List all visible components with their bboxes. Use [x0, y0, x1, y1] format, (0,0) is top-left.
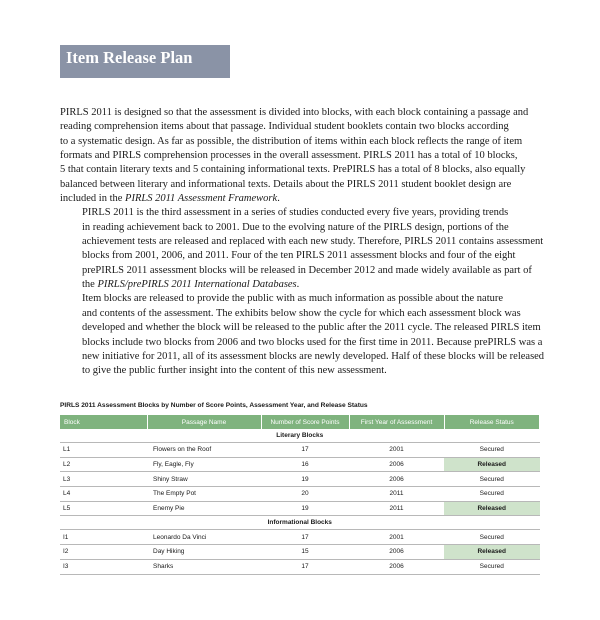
cell-score-points: 16 — [261, 457, 349, 472]
section-title: Item Release Plan — [66, 48, 193, 67]
cell-score-points: 15 — [261, 545, 349, 560]
table-row — [60, 501, 540, 516]
cell-release-status: Secured — [444, 443, 540, 458]
cell-score-points: 20 — [261, 487, 349, 502]
text-line: prePIRLS 2011 assessment blocks will be released in December 2012 and made widely available as part of — [82, 264, 532, 276]
section-title-band — [60, 45, 230, 78]
text-line: PIRLS 2011 is designed so that the assessment is divided into blocks, with each block containing a passage and — [60, 107, 529, 118]
group-label: Informational Blocks — [60, 516, 540, 530]
text-line: formats and PIRLS comprehension processes in the overall assessment. PIRLS 2011 has a total of 10 blocks, — [60, 150, 518, 162]
table-row — [60, 559, 540, 574]
text-segment: the — [82, 279, 98, 291]
cell-first-year: 2011 — [349, 501, 444, 516]
column-header-release-status: Release Status — [444, 415, 540, 429]
body-paragraph — [60, 292, 545, 378]
cell-block: I3 — [60, 559, 147, 574]
body-paragraph — [60, 106, 529, 206]
text-line: to give the public further insight into the content of this new assessment. — [82, 365, 387, 377]
cell-first-year: 2006 — [349, 457, 444, 472]
text-line: developed and whether the block will be released to the public after the 2011 cycle. The released PIRLS item — [82, 322, 541, 334]
cell-block: I2 — [60, 545, 147, 560]
table-body — [60, 429, 540, 574]
column-header-first-year: First Year of Assessment — [349, 415, 444, 429]
assessment-blocks-table — [60, 415, 540, 575]
text-line: PIRLS 2011 is the third assessment in a series of studies conducted every five years, providing trends — [82, 207, 509, 219]
cell-first-year: 2001 — [349, 443, 444, 458]
table-row — [60, 472, 540, 487]
body-paragraph — [60, 206, 544, 292]
cell-passage-name: The Empty Pot — [147, 487, 261, 502]
cell-block: L2 — [60, 457, 147, 472]
text-segment: . — [296, 279, 300, 291]
text-line: to a systematic design. As far as possible, the distribution of items within each block reflects the range of item — [60, 135, 523, 147]
cell-block: L3 — [60, 472, 147, 487]
text-line — [60, 278, 513, 292]
cell-release-status: Released — [444, 457, 540, 472]
body-text — [60, 106, 545, 379]
text-line: in reading achievement back to 2001. Due to the evolving nature of the PIRLS design, portions of the — [82, 221, 509, 233]
table-caption: PIRLS 2011 Assessment Blocks by Number of Score Points, Assessment Year, and Release Status — [60, 402, 368, 409]
table-row — [60, 545, 540, 560]
cell-release-status: Secured — [444, 559, 540, 574]
cell-score-points: 17 — [261, 559, 349, 574]
cell-first-year: 2006 — [349, 472, 444, 487]
cell-block: L5 — [60, 501, 147, 516]
cell-score-points: 19 — [261, 501, 349, 516]
text-line: balanced between literary and informational texts. Details about the PIRLS 2011 student booklet design are — [60, 178, 512, 190]
cell-release-status: Released — [444, 545, 540, 560]
table-group-row — [60, 516, 540, 530]
cell-first-year: 2001 — [349, 530, 444, 545]
text-line: blocks include two blocks from 2006 and two blocks used for the first time in 2011. Because prePIRLS was a — [82, 336, 543, 348]
text-line: achievement tests are released and replaced with each new study. Therefore, PIRLS 2011 contains assessment — [82, 236, 544, 248]
text-segment: . — [277, 193, 280, 205]
cell-block: I1 — [60, 530, 147, 545]
cell-passage-name: Flowers on the Roof — [147, 443, 261, 458]
table-group-row — [60, 429, 540, 443]
column-header-passage-name: Passage Name — [147, 415, 261, 429]
cell-passage-name: Enemy Pie — [147, 501, 261, 516]
cell-release-status: Secured — [444, 487, 540, 502]
cell-block: L4 — [60, 487, 147, 502]
text-line: and contents of the assessment. The exhibits below show the cycle for which each assessment block was — [82, 307, 521, 319]
text-line: blocks from 2001, 2006, and 2011. Four of the ten PIRLS 2011 assessment blocks and four of the eight — [82, 250, 516, 262]
cell-first-year: 2006 — [349, 559, 444, 574]
cell-release-status: Released — [444, 501, 540, 516]
cell-score-points: 17 — [261, 443, 349, 458]
cell-passage-name: Sharks — [147, 559, 261, 574]
column-header-block: Block — [60, 415, 147, 429]
text-line — [60, 192, 513, 206]
table-row — [60, 443, 540, 458]
table-row — [60, 457, 540, 472]
cell-score-points: 17 — [261, 530, 349, 545]
cell-passage-name: Fly, Eagle, Fly — [147, 457, 261, 472]
table-row — [60, 530, 540, 545]
cell-first-year: 2006 — [349, 545, 444, 560]
text-line: reading comprehension items about that passage. Individual student booklets contain two blocks according — [60, 121, 509, 133]
italic-title: PIRLS 2011 Assessment Framework — [125, 193, 278, 205]
cell-release-status: Secured — [444, 530, 540, 545]
text-line: 5 that contain literary texts and 5 containing informational texts. PrePIRLS has a total of 8 blocks, also equally — [60, 164, 526, 176]
cell-passage-name: Leonardo Da Vinci — [147, 530, 261, 545]
cell-block: L1 — [60, 443, 147, 458]
text-line: new initiative for 2011, all of its assessment blocks are newly developed. Half of these blocks will be released — [82, 350, 545, 362]
column-header-score-points: Number of Score Points — [261, 415, 349, 429]
cell-release-status: Secured — [444, 472, 540, 487]
text-segment: included in the — [60, 193, 126, 205]
cell-score-points: 19 — [261, 472, 349, 487]
cell-first-year: 2011 — [349, 487, 444, 502]
group-label: Literary Blocks — [60, 429, 540, 443]
cell-passage-name: Shiny Straw — [147, 472, 261, 487]
text-line: Item blocks are released to provide the public with as much information as possible about the nature — [82, 293, 504, 305]
table-row — [60, 487, 540, 502]
cell-passage-name: Day Hiking — [147, 545, 261, 560]
italic-title: PIRLS/prePIRLS 2011 International Databases — [97, 279, 297, 291]
table-header-row — [60, 415, 540, 429]
